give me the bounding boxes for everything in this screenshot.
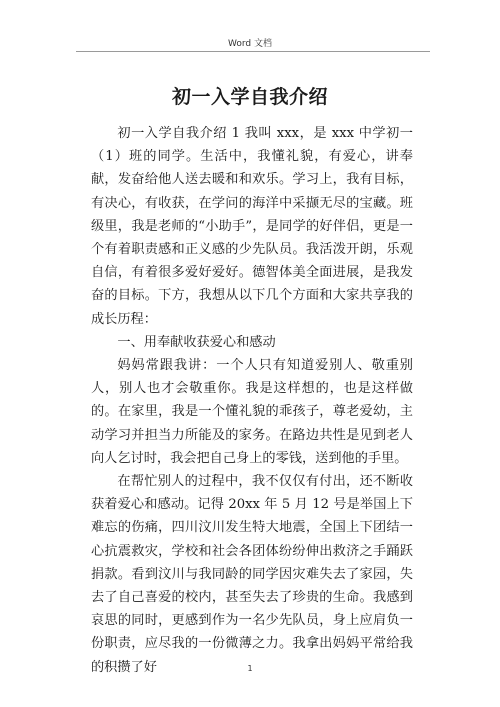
document-body bbox=[91, 122, 413, 679]
paragraph-helping-others: 在帮忙别人的过程中，我不仅仅有付出，还不断收获着爱心和感动。记得 20xx 年 5 月 12 号是举国上下难忘的伤痛，四川汶川发生特大地震，全国上下团结一心抗震救灾，学校和社会各团体纷纷伸出救济之手踊跃捐款。看到汶川与我同龄的同学因灾难失去了家园，失去了自己喜爱的校内，甚至失去了珍贵的生命。我感到哀思的同时，更感到作为一名少先队员，身上应肩负一份职责，应尽我的一份微薄之力。我拿出妈妈平常给我的积攒了好 bbox=[91, 474, 413, 675]
document-title: 初一入学自我介绍 bbox=[171, 86, 328, 108]
page-number: 1 bbox=[247, 664, 253, 673]
header-divider bbox=[76, 51, 430, 52]
paragraph-intro: 初一入学自我介绍 1 我叫 xxx，是 xxx 中学初一（1）班的同学。生活中，我懂礼貌，有爱心，讲奉献，发奋给他人送去暖和和欢乐。学习上，我有目标，有决心，有收获，在学问的海洋中采撷无尽的宝藏。班级里，我是老师的“小助手”，是同学的好伴侣，更是一个有着职责感和正义感的少先队员。我活泼开朗，乐观自信，有着很多爱好爱好。德智体美全面进展，是我发奋的目标。下方，我想从以下几个方面和大家共享我的成长历程： bbox=[91, 126, 413, 327]
page-header: Word 文档 bbox=[228, 39, 272, 49]
paragraph-mother-advice: 妈妈常跟我讲：一个人只有知道爱别人、敬重别人，别人也才会敬重你。我是这样想的，也是这样做的。在家里，我是一个懂礼貌的乖孩子，尊老爱幼，主动学习并担当力所能及的家务。在路边共性是见到老人向人乞讨时，我会把自己身上的零钱，送到他的手里。 bbox=[91, 358, 413, 466]
section-heading: 一、用奉献收获爱心和感动 bbox=[117, 334, 276, 350]
